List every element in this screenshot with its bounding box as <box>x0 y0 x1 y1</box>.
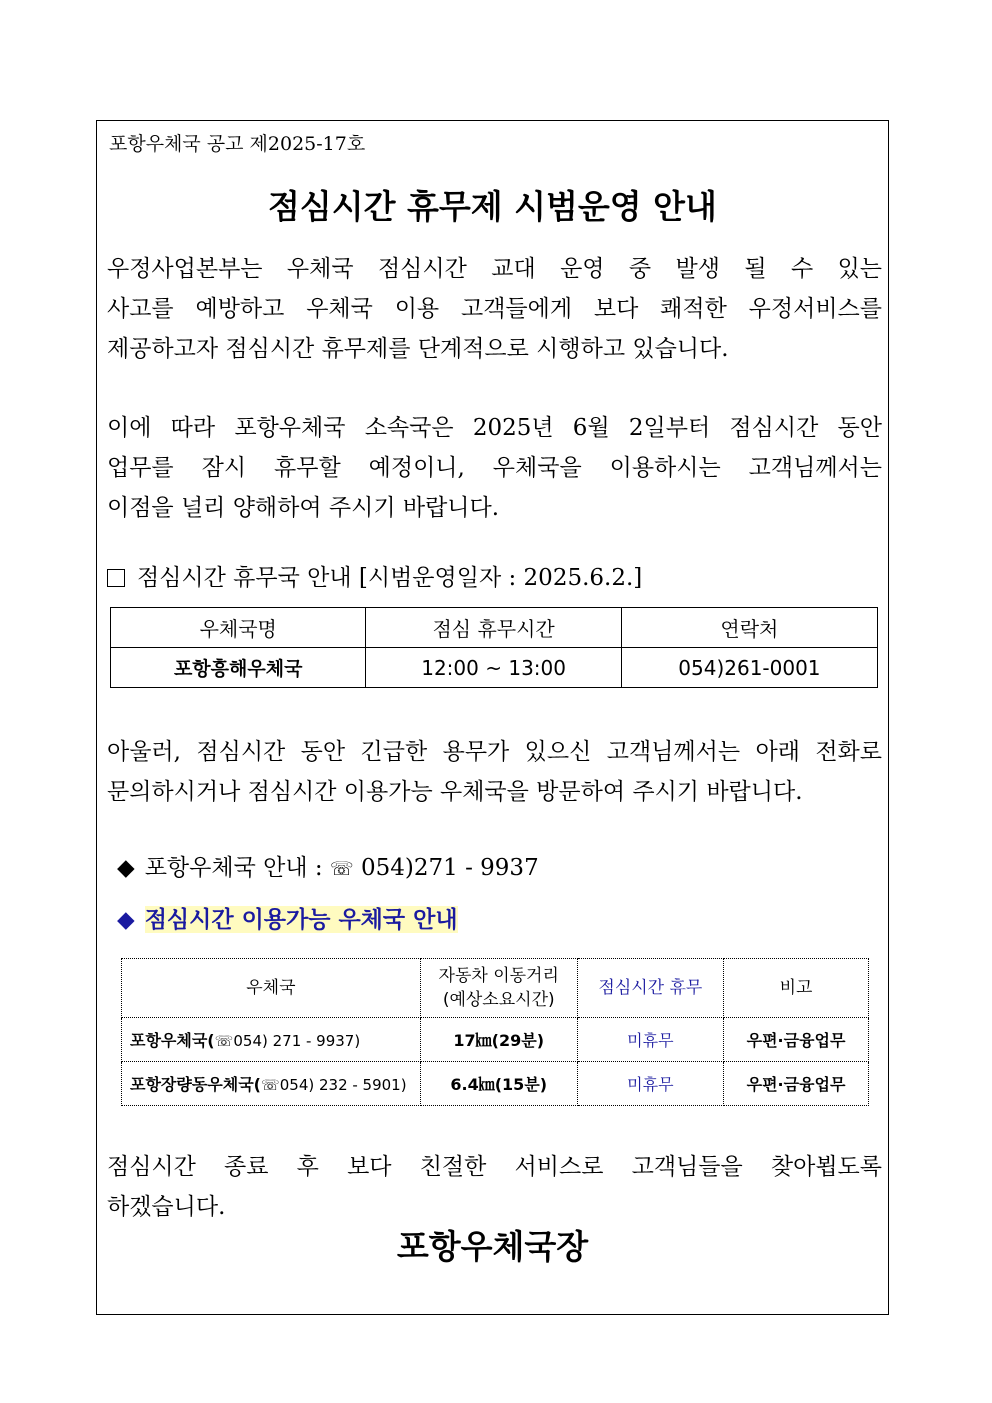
paragraph-line: 제공하고자 점심시간 휴무제를 단계적으로 시행하고 있습니다. <box>107 336 729 362</box>
open-office-table <box>121 958 869 1106</box>
notice-number: 포항우체국 공고 제2025-17호 <box>109 133 366 155</box>
page-title: 점심시간 휴무제 시범운영 안내 <box>268 187 717 226</box>
note-cell: 우편·금융업무 <box>724 1062 869 1106</box>
table-row <box>111 648 878 688</box>
office-phone: ☏054) 232 - 5901) <box>260 1076 407 1094</box>
open-office-heading <box>117 901 458 934</box>
header-distance-line1: 자동차 이동거리 <box>438 966 559 986</box>
intro-paragraph <box>107 249 882 369</box>
office-name-cell: 포항흥해우체국 <box>111 648 366 688</box>
info-line <box>117 849 539 882</box>
header-contact: 연락처 <box>621 608 877 648</box>
header-note: 비고 <box>724 959 869 1018</box>
signature: 포항우체국장 <box>396 1227 589 1266</box>
notice-frame <box>96 120 889 1315</box>
paragraph-line: 아울러, 점심시간 동안 긴급한 용무가 있으신 고객님께서는 아래 전화로 <box>107 739 882 765</box>
closed-office-heading-text: 점심시간 휴무국 안내 [시범운영일자 : 2025.6.2.] <box>137 565 643 591</box>
closed-time-cell: 12:00 ~ 13:00 <box>366 648 621 688</box>
header-distance <box>420 959 577 1018</box>
open-office-heading-text: 점심시간 이용가능 우체국 안내 <box>144 906 458 933</box>
paragraph-line: 문의하시거나 점심시간 이용가능 우체국을 방문하여 주시기 바랍니다. <box>107 779 803 805</box>
lunch-status-cell: 미휴무 <box>577 1062 723 1106</box>
table-row <box>122 1062 869 1106</box>
table-row <box>122 1018 869 1062</box>
checkbox-icon <box>107 569 125 587</box>
note-cell: 우편·금융업무 <box>724 1018 869 1062</box>
header-distance-line2: (예상소요시간) <box>442 990 555 1010</box>
info-label: 포항우체국 안내 : <box>144 855 330 881</box>
schedule-paragraph <box>107 408 882 528</box>
header-office-name: 우체국명 <box>111 608 366 648</box>
office-name: 포항우체국( <box>130 1031 215 1050</box>
diamond-bullet-icon: ◆ <box>117 855 135 881</box>
distance-cell: 17㎞(29분) <box>420 1018 577 1062</box>
paragraph-line: 업무를 잠시 휴무할 예정이니, 우체국을 이용하시는 고객님께서는 <box>107 455 882 481</box>
office-cell <box>122 1018 421 1062</box>
distance-cell: 6.4㎞(15분) <box>420 1062 577 1106</box>
closing-paragraph <box>107 1147 882 1227</box>
closed-office-table <box>110 607 878 688</box>
office-phone: ☏054) 271 - 9937) <box>214 1032 361 1050</box>
emergency-paragraph <box>107 732 882 812</box>
paragraph-line: 이에 따라 포항우체국 소속국은 2025년 6월 2일부터 점심시간 동안 <box>107 415 882 441</box>
paragraph-line: 우정사업본부는 우체국 점심시간 교대 운영 중 발생 될 수 있는 <box>107 256 882 282</box>
header-lunch-closed: 점심시간 휴무 <box>577 959 723 1018</box>
office-cell <box>122 1062 421 1106</box>
phone-icon: ☏ <box>329 858 354 880</box>
lunch-status-cell: 미휴무 <box>577 1018 723 1062</box>
diamond-bullet-icon: ◆ <box>117 907 135 933</box>
office-name: 포항장량동우체국( <box>130 1075 261 1094</box>
paragraph-line: 이점을 널리 양해하여 주시기 바랍니다. <box>107 495 500 521</box>
paragraph-line: 점심시간 종료 후 보다 친절한 서비스로 고객님들을 찾아뵙도록 <box>107 1154 882 1180</box>
paragraph-line: 하겠습니다. <box>107 1194 226 1220</box>
header-office: 우체국 <box>122 959 421 1018</box>
info-phone: 054)271 - 9937 <box>353 855 539 881</box>
contact-cell: 054)261-0001 <box>621 648 877 688</box>
paragraph-line: 사고를 예방하고 우체국 이용 고객들에게 보다 쾌적한 우정서비스를 <box>107 296 882 322</box>
table-header-row <box>122 959 869 1018</box>
header-lunch-closed-time: 점심 휴무시간 <box>366 608 621 648</box>
closed-office-heading <box>107 559 642 592</box>
table-header-row <box>111 608 878 648</box>
